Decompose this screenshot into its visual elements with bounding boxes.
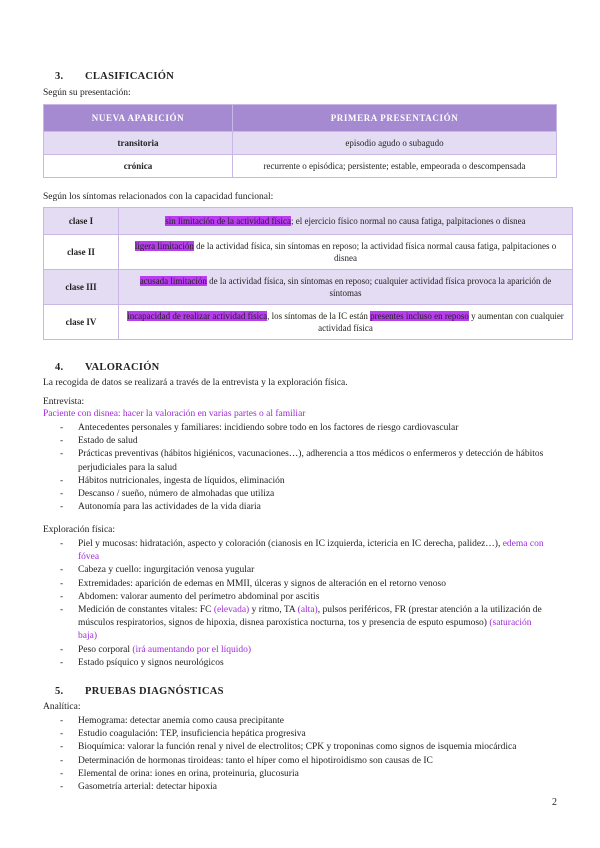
purple-note: (alta)	[297, 605, 318, 616]
section-5-heading	[55, 685, 224, 699]
section-number: 5.	[55, 686, 64, 697]
exploracion-list	[60, 538, 550, 670]
section-title: VALORACIÓN	[85, 362, 160, 373]
list-item: - Bioquímica: valorar la función renal y nivel de electrolitos; CPK y troponinas como signos de isquemia miocárdica	[60, 741, 550, 754]
list-item: - Prácticas preventivas (hábitos higiénicos, vacunaciones…), adherencia a ttos médicos o enfermeros y detección de hábitos perjudiciales para la salud	[60, 448, 550, 474]
list-item	[60, 538, 550, 564]
table-cell-key: crónica	[44, 155, 233, 178]
table-row	[44, 208, 573, 235]
entrevista-label: Entrevista:	[43, 397, 85, 407]
table-cell-key: clase II	[44, 235, 119, 270]
section-number: 3.	[55, 71, 64, 82]
cell-text: y aumentan con cualquier actividad física	[318, 310, 564, 333]
highlight: presentes incluso en reposo	[370, 310, 469, 321]
purple-note: (saturación baja)	[78, 618, 532, 642]
highlight: sin limitación de la actividad física	[165, 215, 292, 226]
exploracion-label: Exploración física:	[43, 525, 116, 535]
purple-note: edema con fóvea	[78, 539, 544, 563]
section-title: CLASIFICACIÓN	[85, 71, 175, 82]
table-row	[44, 235, 573, 270]
table-header: NUEVA APARICIÓN	[44, 105, 233, 132]
analitica-label: Analítica:	[43, 702, 81, 712]
list-item: - Estudio coagulación: TEP, insuficiencia hepática progresiva	[60, 728, 550, 741]
purple-note: (irá aumentando por el líquido)	[132, 644, 252, 655]
table-cell-value	[119, 235, 573, 270]
table-row	[44, 132, 557, 155]
item-text: y ritmo, TA	[249, 605, 298, 616]
table-header: PRIMERA PRESENTACIÓN	[233, 105, 557, 132]
cell-text: , los síntomas de la IC están	[267, 310, 371, 321]
list-item: - Autonomía para las actividades de la vida diaria	[60, 501, 550, 514]
table-cell-value	[119, 208, 573, 235]
section-title: PRUEBAS DIAGNÓSTICAS	[85, 686, 224, 697]
functional-class-table	[43, 207, 573, 340]
list-item	[60, 644, 550, 657]
table-cell-key: transitoria	[44, 132, 233, 155]
item-text: , pulsos periféricos, FR (prestar atención a la utilización de músculos respiratorios, signos de hipoxia, disnea paroxística nocturna, tos y presencia de esputo espumoso)	[78, 605, 542, 629]
cell-text: ; el ejercicio físico normal no causa fatiga, palpitaciones o disnea	[291, 215, 526, 226]
list-item: - Gasometría arterial: detectar hipoxia	[60, 781, 550, 794]
page-number: 2	[552, 797, 557, 808]
table-row	[44, 270, 573, 305]
list-item: - Elemental de orina: iones en orina, proteinuria, glucosuria	[60, 768, 550, 781]
item-text: Peso corporal	[78, 644, 133, 655]
entrevista-list	[60, 422, 550, 514]
table-cell-value: episodio agudo o subagudo	[233, 132, 557, 155]
section-number: 4.	[55, 362, 64, 373]
highlight: ligera limitación	[134, 240, 194, 251]
list-item: - Hábitos nutricionales, ingesta de líquidos, eliminación	[60, 475, 550, 488]
table-cell-value	[119, 305, 573, 340]
list-item: - Determinación de hormonas tiroideas: tanto el híper como el hipotiroidismo son causas de IC	[60, 755, 550, 768]
presentation-table	[43, 104, 557, 178]
table-row	[44, 305, 573, 340]
item-text: Medición de constantes vitales: FC	[78, 605, 214, 616]
list-item: - Cabeza y cuello: ingurgitación venosa yugular	[60, 564, 550, 577]
section-4-intro: La recogida de datos se realizará a través de la entrevista y la exploración física.	[43, 378, 348, 388]
table-cell-key: clase IV	[44, 305, 119, 340]
section-3-intro: Según su presentación:	[43, 88, 131, 98]
highlight: incapacidad de realizar actividad física	[127, 310, 268, 321]
cell-text: de la actividad física, sin síntomas en reposo; la actividad física normal causa fatiga, palpitaciones o disnea	[193, 240, 557, 263]
table-cell-key: clase I	[44, 208, 119, 235]
section-4-heading	[55, 361, 160, 375]
list-item: - Antecedentes personales y familiares: incidiendo sobre todo en los factores de riesgo cardiovascular	[60, 422, 550, 435]
list-item	[60, 604, 550, 644]
purple-note: (elevada)	[213, 605, 250, 616]
item-text: Piel y mucosas: hidratación, aspecto y coloración (cianosis en IC izquierda, ictericia en IC derecha, palidez…),	[78, 539, 503, 549]
entrevista-note: Paciente con disnea: hacer la valoración en varias partes o al familiar	[43, 409, 306, 419]
table-row	[44, 155, 557, 178]
list-item: - Estado de salud	[60, 435, 550, 448]
analitica-list	[60, 715, 550, 794]
table-cell-value	[119, 270, 573, 305]
list-item: - Hemograma: detectar anemia como causa precipitante	[60, 715, 550, 728]
section-3-intro-2: Según los síntomas relacionados con la capacidad funcional:	[43, 192, 274, 202]
list-item: - Estado psíquico y signos neurológicos	[60, 657, 550, 670]
table-cell-key: clase III	[44, 270, 119, 305]
cell-text: de la actividad física, sin síntomas en reposo; cualquier actividad física provoca la aparición de síntomas	[206, 275, 552, 298]
table-cell-value: recurrente o episódica; persistente; estable, empeorada o descompensada	[233, 155, 557, 178]
list-item: - Abdomen: valorar aumento del perímetro abdominal por ascitis	[60, 591, 550, 604]
list-item: - Extremidades: aparición de edemas en MMII, úlceras y signos de alteración en el retorno venoso	[60, 578, 550, 591]
list-item: - Descanso / sueño, número de almohadas que utiliza	[60, 488, 550, 501]
section-3-heading	[55, 70, 174, 84]
highlight: acusada limitación	[139, 275, 207, 286]
